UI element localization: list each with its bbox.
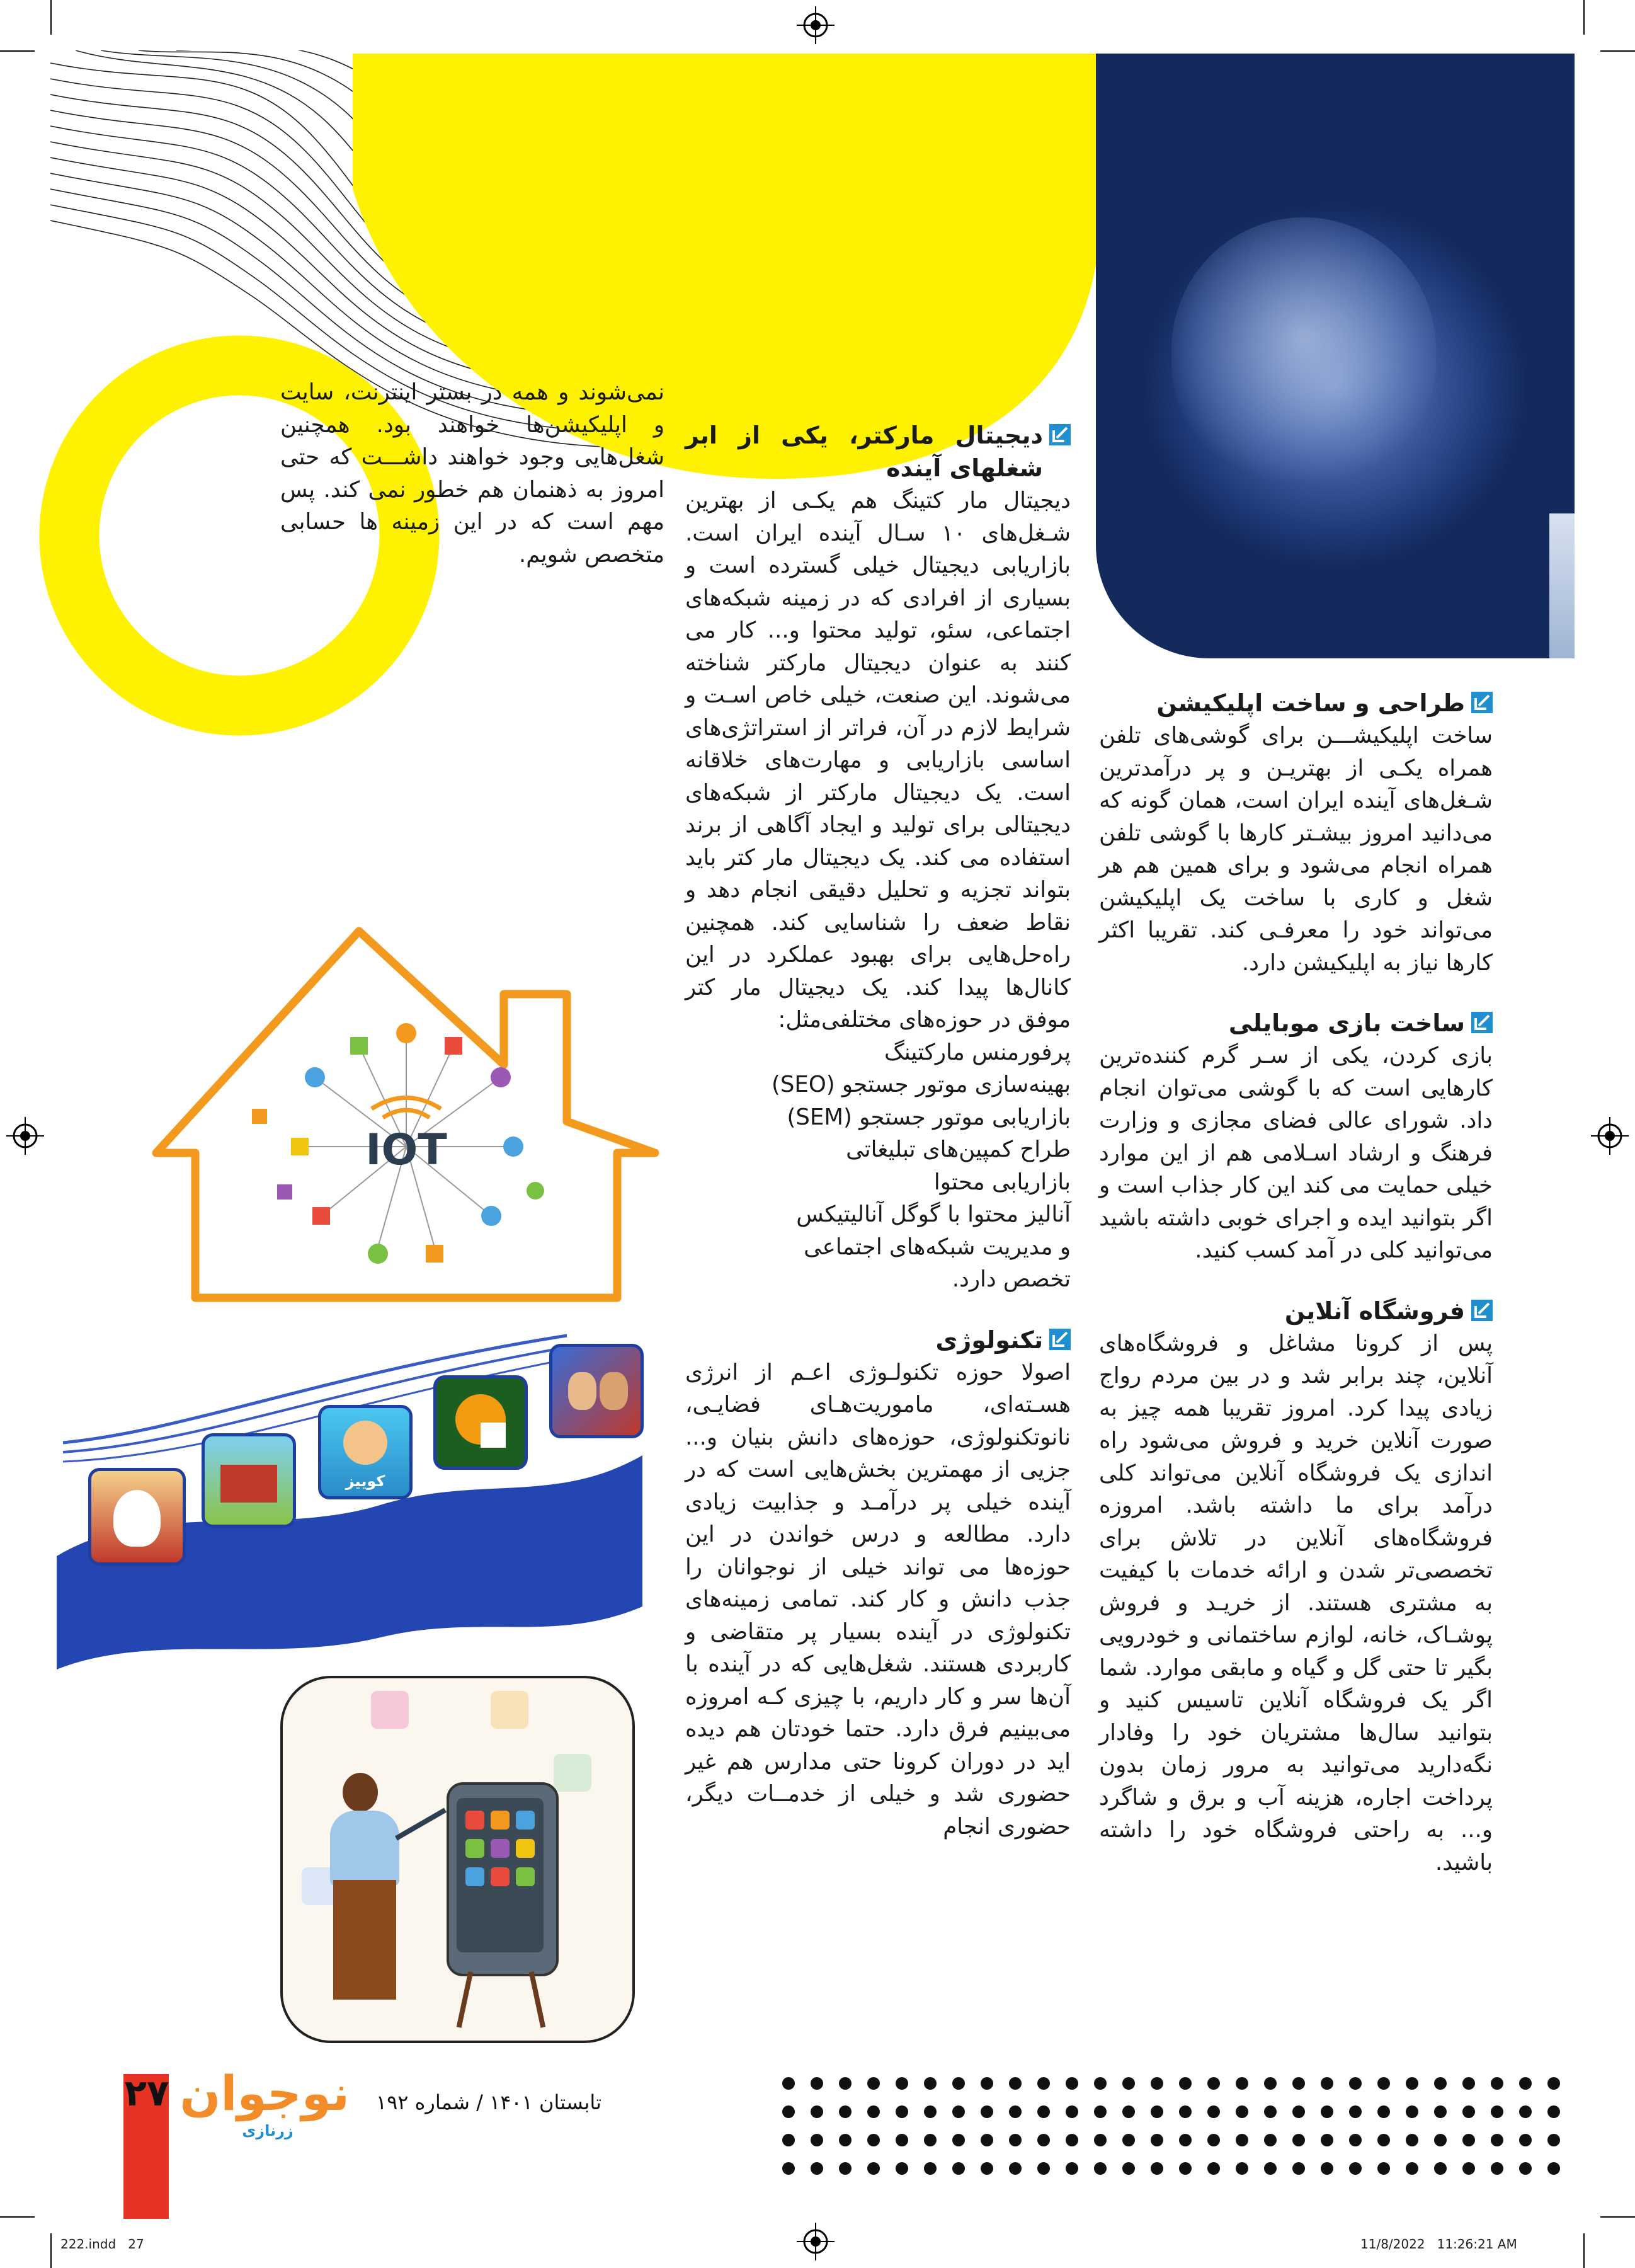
technology-title: تکنولوژی xyxy=(935,1326,1043,1354)
game-icon-quiz xyxy=(318,1405,413,1499)
page-number: ۲۷ xyxy=(124,2071,169,2114)
mobile-games-body: بازی کردن، یکی از سـر گرم کننده‌ترین کارهایی است که با گوشی می‌توان انجام داد. شورای عالی فضای مجازی و وزارت فرهنگ و ارشاد اسـلامی هم از این موارد خیلی حمایت می کند این کار جذاب است و اگر بتوانید ایده و اجرای خوبی داشته باشید می‌توانید کلی در آمد کسب کنید. xyxy=(1099,1043,1493,1263)
slug-datetime: 11/8/2022 11:26:21 AM xyxy=(1360,2236,1517,2252)
list-item: پرفورمنس مارکتینگ xyxy=(884,1039,1071,1065)
list-item: و مدیریت شبکه‌های اجتماعی xyxy=(804,1234,1071,1260)
digital-marketer-list xyxy=(685,1036,1071,1296)
app-design-heading xyxy=(1099,687,1493,719)
game-icon-mansion xyxy=(202,1433,296,1528)
game-icon-quiz-label: کوییز xyxy=(345,1472,385,1490)
registration-mark-left xyxy=(6,1117,44,1155)
game-icon-warriors xyxy=(549,1344,644,1438)
dot-pattern-decoration xyxy=(781,2076,1562,2186)
registration-mark-bottom xyxy=(797,2223,835,2260)
digital-marketer-heading xyxy=(685,419,1071,484)
iot-label: IOT xyxy=(365,1125,447,1175)
list-item: بازاریابی محتوا xyxy=(933,1169,1071,1195)
right-column xyxy=(1099,687,1493,1879)
online-store-body: پس از کرونا مشاغل و فروشگاه‌های آنلاین، چند برابر شد و در بین مردم رواج زیادی پیدا کرد. امروز تقریبا همه چیز به صورت آنلاین خرید و فروش می‌شود راه اندازی یک فروشگاه آنلاین می‌تواند کلی درآمد برای ما داشته باشد. امروزه فروشگاه‌های آنلاین در تلاش برای تخصصی‌تر شدن و ارائه خدمات با کیفیت به مشتری هستند. از خریـد و فروش پوشـاک، خانه، لوازم ساختمانی و خودرویی بگیر تا حتی گل و گیاه و مابقی موارد. شما اگر یک فروشگاه آنلاین تاسیس کنید و بتوانید سال‌ها مشتریان خود را وفادار نگه‌دارید می‌توانید به مرور زمان بدون پرداخت اجاره، هزینه آب و برق و شاگرد و... به راحتی فروشگاه خود را داشته باشید. xyxy=(1099,1330,1493,1876)
app-design-body: ساخت اپلیکیشـــن برای گوشی‌های تلفن همراه یکـی از بهتریـن و پر درآمدترین شـغل‌های آینده ایران است، همان گونه که می‌دانید امروز بیشـتر کارها با گوشی تلفن همراه انجام می‌شود و برای همین هم هر شغل و کاری با ساخت یک اپلیکیشن می‌تواند خود را معرفـی کند. تقریبا اکثر کارها نیاز به اپلیکیشن دارد. xyxy=(1099,723,1493,976)
check-icon xyxy=(1049,1329,1071,1350)
registration-mark-right xyxy=(1591,1117,1629,1155)
game-icon-santa xyxy=(88,1468,186,1566)
logo-main: نوجوان xyxy=(179,2065,350,2121)
list-item: آنالیز محتوا با گوگل آنالیتیکس xyxy=(796,1201,1071,1227)
technology-body: اصولا حوزه تکنولـوژی اعـم از انرژی هسـته‌ای، ماموریت‌هـای فضایـی، نانوتکنولوژی، حوزه‌های دانش بنیان و... جزیی از مهمترین بخش‌هایی است که در آینده خیلی پر درآمـد و جذابیت زیادی دارد. مطالعه و درس خواندن در این حوزه‌ها می تواند خیلی از نوجوانان را جذب دانش و کار کند. تمامی زمینه‌های تکنولوژی در آینده بسیار پر متقاضی و کاربردی هستند. شغل‌هایی که در آینده با آن‌ها سر و کار داریم، با چیزی کـه امروزه می‌بینیم فرق دارد. حتما خودتان هم دیده اید در دوران کرونا حتی مدارس هم غیر حضوری شد و خیلی از خدمــات دیگر، حضوری انجام xyxy=(685,1359,1071,1840)
check-icon xyxy=(1471,692,1493,713)
list-item: بهینه‌سازی موتور جستجو (SEO) xyxy=(772,1072,1071,1097)
online-store-heading xyxy=(1099,1295,1493,1327)
list-item: طراح کمپین‌های تبلیغاتی xyxy=(846,1137,1071,1162)
mobile-games-title: ساخت بازی موبایلی xyxy=(1228,1009,1465,1037)
intro-text: نمی‌شوند و همه در بستر اینترنت، سایت و اپلیکیشن‌ها خواهند بود. همچنین شغل‌هایی وجود خواهند داشـــت که حتی امروز به ذهنمان هم خطور نمی کند. پس مهم است که در این زمینه ها حسابی متخصص شویم. xyxy=(280,379,664,568)
digital-marketer-body: دیجیتال مار کتینگ هم یکـی از بهترین شـغل‌های ۱۰ سـال آینده ایران است. بازاریابی دیجیتال خیلی گسترده است و بسیاری از افرادی که در زمینه شبکه‌های اجتماعی، سئو، تولید محتوا و... کار می کنند به عنوان دیجیتال مارکتر شناخته می‌شوند. این صنعت، خیلی خاص اسـت و شرایط لازم در آن، فراتر از استراتژی‌های اساسی بازاریابی و مهارت‌های خلاقانه است. یک دیجیتال مارکتر از شبکه‌های دیجیتالی برای تولید و ایجاد آگاهی از برند استفاده می کند. یک دیجیتال مار کتر باید بتواند تجزیه و تحلیل دقیقی انجام دهد و نقاط ضعف را شناسایی کند. همچنین راه‌حل‌هایی برای بهبود عملکرد در این کانال‌ها پیدا کند. یک دیجیتال مار کتر موفق در حوزه‌های مختلفی‌مثل: xyxy=(685,488,1071,1033)
registration-mark-top xyxy=(797,6,835,44)
list-item: تخصص دارد. xyxy=(952,1266,1071,1292)
app-design-title: طراحی و ساخت اپلیکیشن xyxy=(1156,689,1465,717)
technology-heading xyxy=(685,1324,1071,1356)
online-store-title: فروشگاه آنلاین xyxy=(1284,1297,1465,1325)
teacher-illustration xyxy=(280,1676,635,2043)
iot-house-illustration xyxy=(151,920,661,1304)
check-icon xyxy=(1471,1012,1493,1033)
list-item: بازاریابی موتور جستجو (SEM) xyxy=(787,1104,1071,1130)
middle-column xyxy=(685,419,1071,1843)
digital-marketer-title: دیجیتال مارکتر، یکی از ابر شغلهای آینده xyxy=(685,421,1043,482)
check-icon xyxy=(1049,424,1071,445)
magazine-logo xyxy=(179,2065,350,2153)
game-icon-dice xyxy=(433,1375,528,1470)
blue-photo xyxy=(1096,54,1575,658)
intro-continuation xyxy=(280,376,664,571)
logo-sub: زرنازی xyxy=(242,2122,293,2139)
check-icon xyxy=(1471,1300,1493,1321)
mobile-games-heading xyxy=(1099,1007,1493,1040)
slug-file: 222.indd 27 xyxy=(60,2236,144,2252)
issue-info: تابستان ۱۴۰۱ / شماره ۱۹۲ xyxy=(375,2090,601,2114)
